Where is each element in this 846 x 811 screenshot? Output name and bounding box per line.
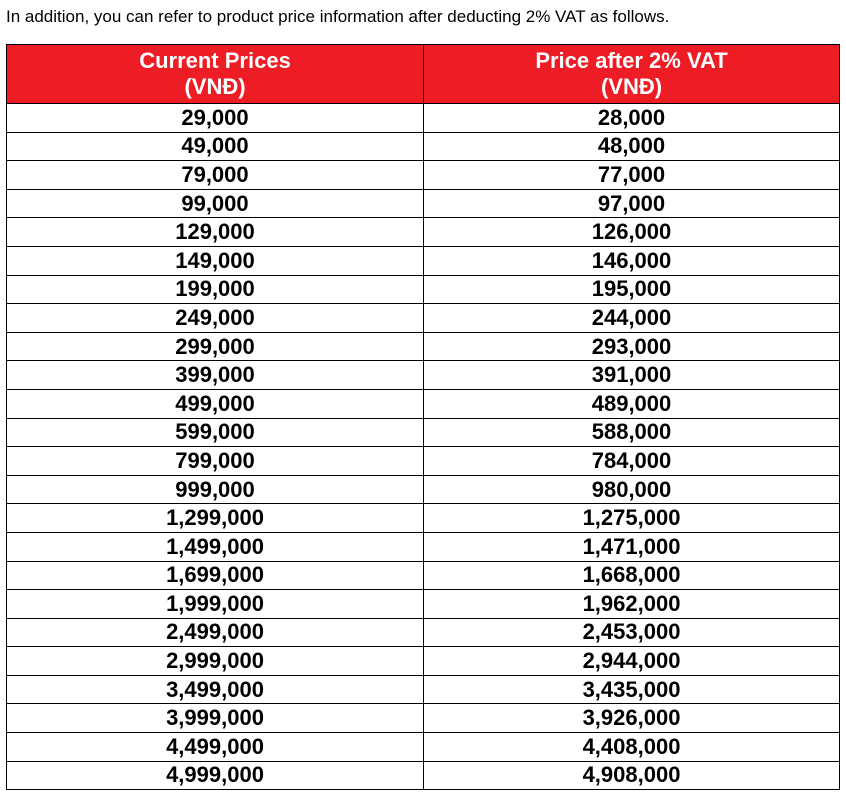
current-price-cell: 399,000: [7, 361, 424, 390]
current-price-cell: 2,999,000: [7, 647, 424, 676]
price-after-vat-cell: 1,962,000: [424, 590, 840, 619]
header-current-prices: [7, 45, 424, 104]
table-row: [7, 361, 840, 390]
table-row: [7, 332, 840, 361]
header-price-after-vat-label: Price after 2% VAT: [535, 48, 728, 73]
current-price-cell: 499,000: [7, 389, 424, 418]
price-after-vat-cell: 1,471,000: [424, 532, 840, 561]
table-row: [7, 161, 840, 190]
table-row: [7, 132, 840, 161]
current-price-cell: 1,499,000: [7, 532, 424, 561]
table-row: [7, 418, 840, 447]
price-after-vat-cell: 2,453,000: [424, 618, 840, 647]
price-after-vat-cell: 146,000: [424, 246, 840, 275]
current-price-cell: 1,699,000: [7, 561, 424, 590]
current-price-cell: 79,000: [7, 161, 424, 190]
table-body: [7, 104, 840, 790]
price-after-vat-cell: 126,000: [424, 218, 840, 247]
table-header-row: [7, 45, 840, 104]
current-price-cell: 999,000: [7, 475, 424, 504]
table-row: [7, 590, 840, 619]
table-row: [7, 275, 840, 304]
price-after-vat-cell: 980,000: [424, 475, 840, 504]
table-row: [7, 104, 840, 133]
price-after-vat-cell: 293,000: [424, 332, 840, 361]
current-price-cell: 29,000: [7, 104, 424, 133]
current-price-cell: 799,000: [7, 447, 424, 476]
price-after-vat-cell: 28,000: [424, 104, 840, 133]
current-price-cell: 1,999,000: [7, 590, 424, 619]
price-after-vat-cell: 784,000: [424, 447, 840, 476]
header-price-after-vat-unit: (VNĐ): [600, 74, 663, 99]
current-price-cell: 3,999,000: [7, 704, 424, 733]
current-price-cell: 199,000: [7, 275, 424, 304]
price-after-vat-cell: 244,000: [424, 304, 840, 333]
price-after-vat-cell: 1,275,000: [424, 504, 840, 533]
price-after-vat-cell: 489,000: [424, 389, 840, 418]
current-price-cell: 2,499,000: [7, 618, 424, 647]
table-row: [7, 618, 840, 647]
intro-text: In addition, you can refer to product price information after deducting 2% VAT as follows.: [6, 7, 670, 26]
table-row: [7, 733, 840, 762]
price-after-vat-cell: 3,435,000: [424, 675, 840, 704]
table-row: [7, 647, 840, 676]
table-row: [7, 246, 840, 275]
current-price-cell: 99,000: [7, 189, 424, 218]
current-price-cell: 149,000: [7, 246, 424, 275]
current-price-cell: 599,000: [7, 418, 424, 447]
table-row: [7, 475, 840, 504]
table-row: [7, 704, 840, 733]
price-after-vat-cell: 1,668,000: [424, 561, 840, 590]
current-price-cell: 49,000: [7, 132, 424, 161]
price-after-vat-cell: 588,000: [424, 418, 840, 447]
table-row: [7, 218, 840, 247]
table-row: [7, 189, 840, 218]
table-row: [7, 389, 840, 418]
table-row: [7, 304, 840, 333]
price-after-vat-cell: 48,000: [424, 132, 840, 161]
current-price-cell: 249,000: [7, 304, 424, 333]
price-after-vat-cell: 2,944,000: [424, 647, 840, 676]
price-after-vat-cell: 195,000: [424, 275, 840, 304]
price-after-vat-cell: 391,000: [424, 361, 840, 390]
header-price-after-vat: [424, 45, 840, 104]
table-row: [7, 761, 840, 790]
table-row: [7, 447, 840, 476]
header-current-prices-label: Current Prices: [139, 48, 291, 73]
current-price-cell: 3,499,000: [7, 675, 424, 704]
current-price-cell: 4,999,000: [7, 761, 424, 790]
current-price-cell: 1,299,000: [7, 504, 424, 533]
price-table: [6, 44, 840, 790]
current-price-cell: 129,000: [7, 218, 424, 247]
header-current-prices-unit: (VNĐ): [184, 74, 246, 99]
table-row: [7, 532, 840, 561]
table-row: [7, 561, 840, 590]
price-after-vat-cell: 4,908,000: [424, 761, 840, 790]
table-row: [7, 675, 840, 704]
table-row: [7, 504, 840, 533]
price-after-vat-cell: 97,000: [424, 189, 840, 218]
price-after-vat-cell: 3,926,000: [424, 704, 840, 733]
price-after-vat-cell: 77,000: [424, 161, 840, 190]
price-after-vat-cell: 4,408,000: [424, 733, 840, 762]
current-price-cell: 299,000: [7, 332, 424, 361]
current-price-cell: 4,499,000: [7, 733, 424, 762]
